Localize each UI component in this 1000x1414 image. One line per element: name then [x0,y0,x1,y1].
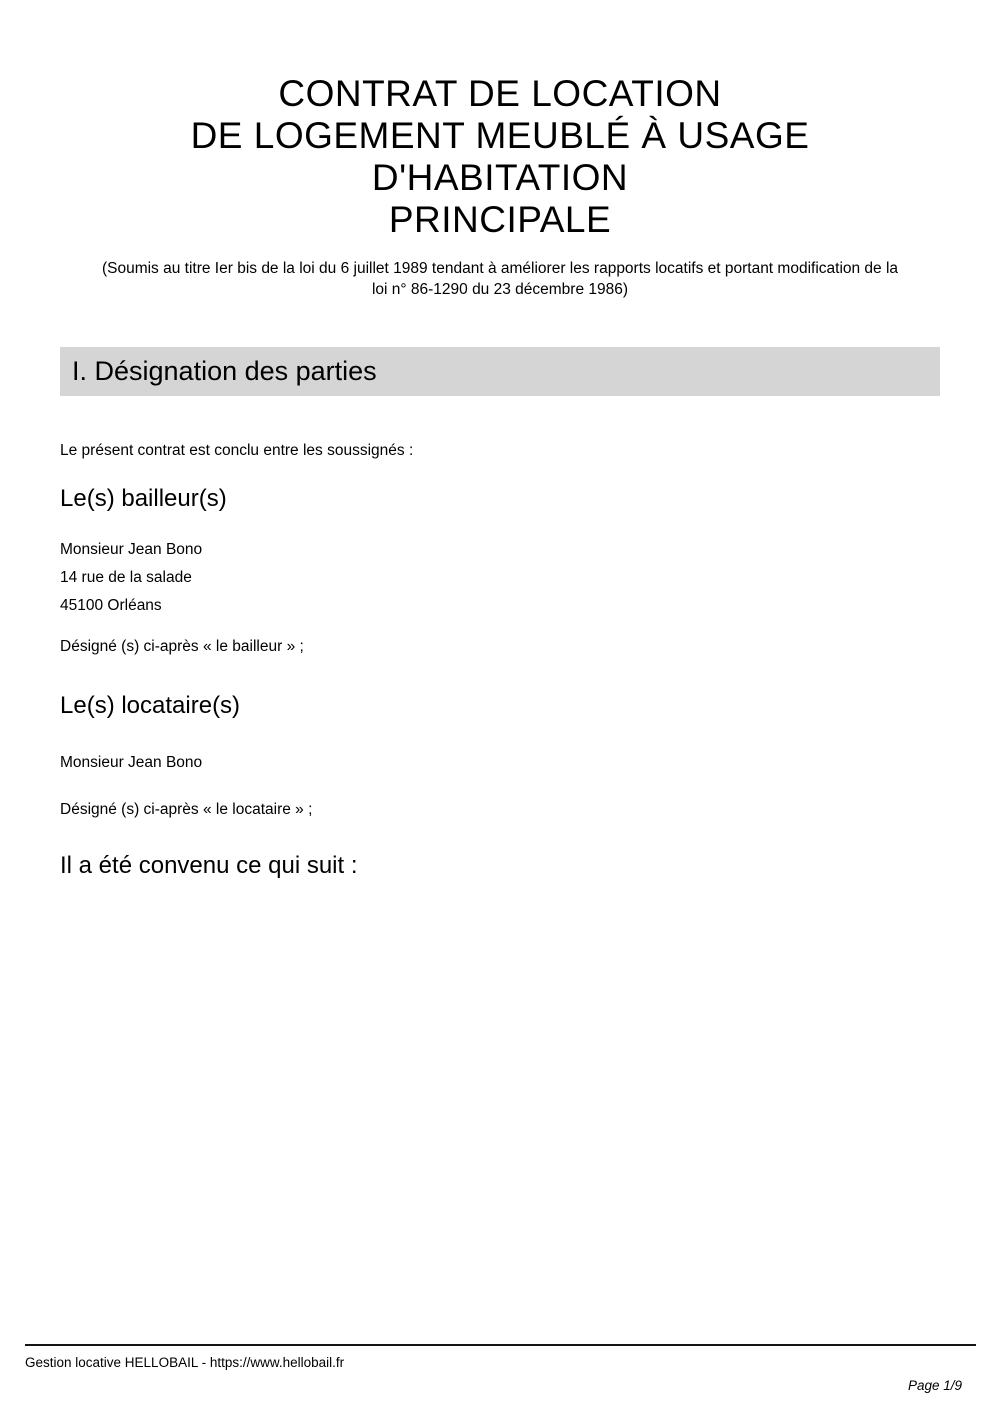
document-subtitle [60,258,940,300]
locataire-designation-text: Désigné (s) ci-après « le locataire » ; [60,801,313,818]
agreement-statement: Il a été convenu ce qui suit : [60,852,358,879]
document-title-line-3: PRINCIPALE [388,199,612,240]
locataire-name: Monsieur Jean Bono [60,754,203,771]
document-title-line-1: CONTRAT DE LOCATION [278,73,722,114]
document-title [60,0,940,241]
document-subtitle-line-2: loi n° 86-1290 du 23 décembre 1986) [371,281,629,298]
document-body [60,0,940,881]
locataire-heading: Le(s) locataire(s) [60,692,241,719]
document-title-line-2: DE LOGEMENT MEUBLÉ À USAGE D'HABITATION [190,115,810,198]
section-heading-designation-des-parties: I. Désignation des parties [60,347,940,396]
footer-divider [25,1344,976,1346]
bailleur-name: Monsieur Jean Bono [60,541,203,558]
footer-page-number: Page 1/9 [907,1378,962,1393]
bailleur-address-block [60,536,940,620]
footer-site-text: Gestion locative HELLOBAIL - https://www.hellobail.fr [25,1355,345,1370]
section-intro-text: Le présent contrat est conclu entre les soussignés : [60,442,414,459]
document-subtitle-line-1: (Soumis au titre Ier bis de la loi du 6 juillet 1989 tendant à améliorer les rapports locatifs et portant modification de la [101,260,899,277]
bailleur-designation-text: Désigné (s) ci-après « le bailleur » ; [60,638,304,655]
bailleur-heading: Le(s) bailleur(s) [60,485,227,512]
bailleur-address-city: 45100 Orléans [60,597,162,614]
bailleur-address-street: 14 rue de la salade [60,569,192,586]
